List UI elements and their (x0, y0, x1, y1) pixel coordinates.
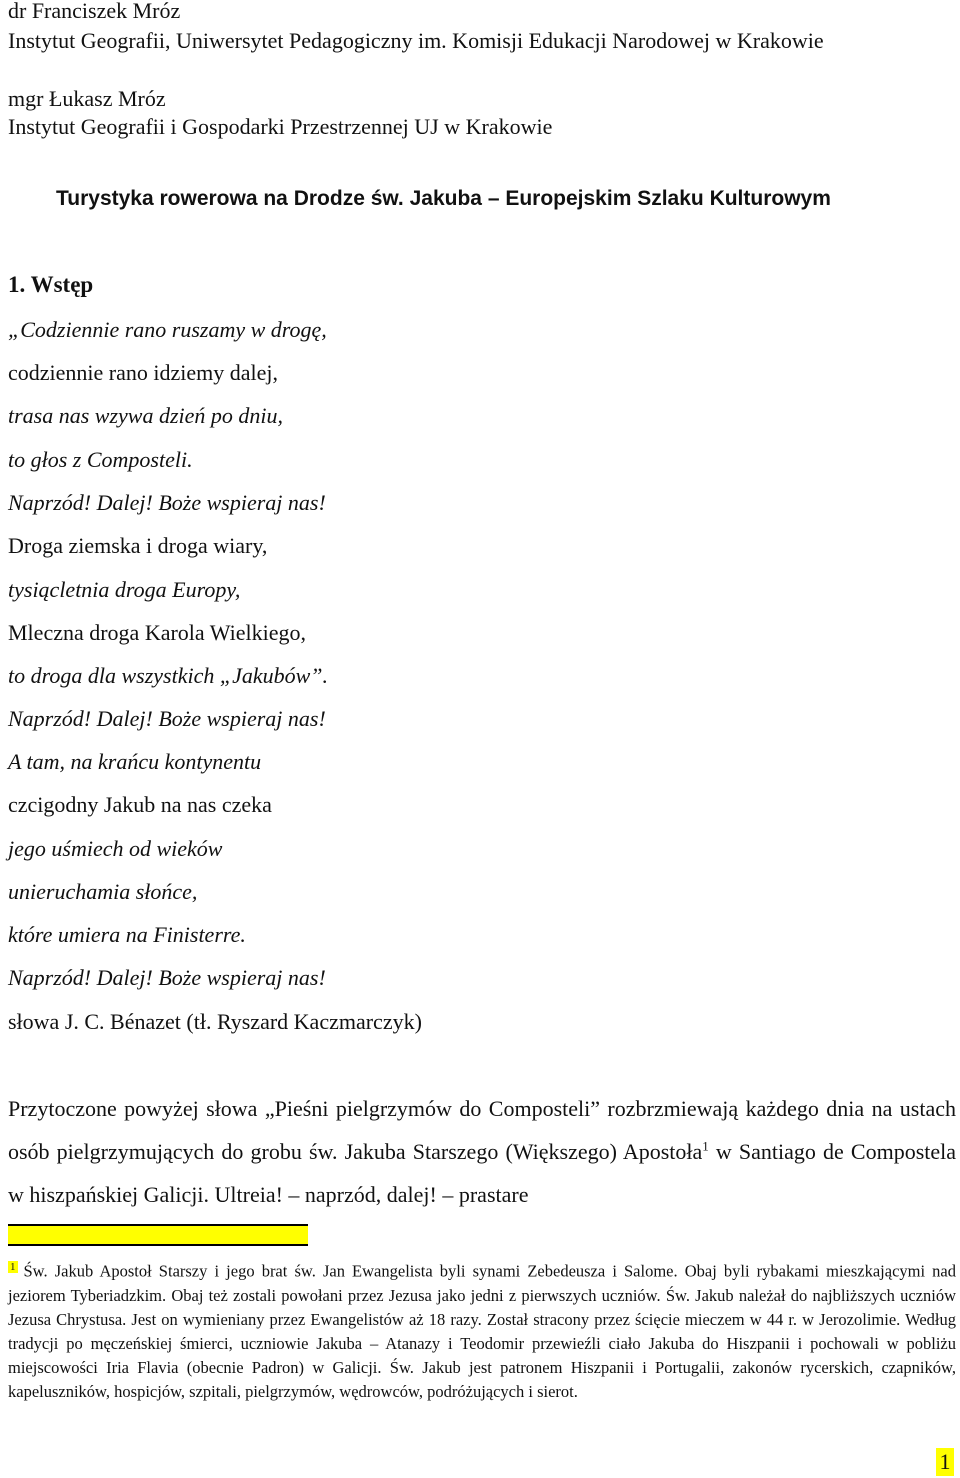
section-heading: 1. Wstęp (8, 272, 94, 297)
footnote-reference[interactable]: 1 (702, 1138, 709, 1154)
page-number: 1 (936, 1448, 954, 1476)
poem-line: to droga dla wszystkich „Jakubów”. (8, 663, 329, 688)
poem-line: czcigodny Jakub na nas czeka (8, 792, 272, 817)
poem-refrain: Naprzód! Dalej! Boże wspieraj nas! (8, 490, 326, 515)
poem-attribution: słowa J. C. Bénazet (tł. Ryszard Kaczmarczyk) (8, 1009, 422, 1034)
footnote-separator (8, 1224, 308, 1246)
document-title: Turystyka rowerowa na Drodze św. Jakuba – Europejskim Szlaku Kulturowym (56, 187, 831, 210)
poem-line: to głos z Composteli. (8, 447, 193, 472)
author-2-affiliation: Instytut Geografii i Gospodarki Przestrzennej UJ w Krakowie (8, 114, 553, 139)
poem-line: trasa nas wzywa dzień po dniu, (8, 403, 284, 428)
footnote-number: 1 (10, 1261, 16, 1273)
body-paragraph (8, 1087, 956, 1216)
poem-line: unieruchamia słońce, (8, 879, 198, 904)
paragraph-text: w Santiago de Compostela w hiszpańskiej Galicji. Ultreia! – naprzód, dalej! – prastare (8, 1139, 957, 1207)
poem-line: jego uśmiech od wieków (8, 836, 223, 861)
paragraph-text: Przytoczone powyżej słowa „Pieśni pielgrzymów do Composteli” rozbrzmiewają każdego dnia na ustach osób pielgrzymujących do grobu św. Jakuba Starszego (Większego) Apostoła (8, 1096, 956, 1164)
poem-line: które umiera na Finisterre. (8, 922, 246, 947)
poem-line: A tam, na krańcu kontynentu (8, 749, 262, 774)
poem-line: Mleczna droga Karola Wielkiego, (8, 620, 307, 645)
poem-line: tysiącletnia droga Europy, (8, 577, 241, 602)
poem-line: „Codziennie rano ruszamy w drogę, (8, 317, 327, 342)
footnote-text: Św. Jakub Apostoł Starszy i jego brat św. Jan Ewangelista byli synami Zebedeusza i Salome. Obaj byli rybakami mieszkającymi nad jeziorem Tyberiadzkim. Obaj też zostali powołani przez Jezusa jako jedni z pierwszych uczniów. Św. Jakub należał do najbliższych uczniów Jezusa Chrystusa. Jest on wymieniany przez Ewangelistów aż 18 razy. Został stracony przez ścięcie mieczem w 44 r. w Jerozolimie. Według tradycji po męczeńskiej śmierci, uczniowie Jakuba – Atanazy i Teodomir przewieźli ciało Jakuba do Hiszpanii i pochowali w pobliżu miejscowości Iria Flavia (obecnie Padron) w Galicji. Św. Jakub jest patronem Hiszpanii i Portugalii, zakonów rycerskich, czapników, kapeluszników, hospicjów, szpitali, pielgrzymów, wędrowców, podróżujących i sierot. (8, 1261, 956, 1401)
poem-refrain: Naprzód! Dalej! Boże wspieraj nas! (8, 965, 326, 990)
poem-line: Droga ziemska i droga wiary, (8, 533, 268, 558)
poem-line: codziennie rano idziemy dalej, (8, 360, 278, 385)
author-1-name: dr Franciszek Mróz (8, 0, 181, 23)
author-2-name: mgr Łukasz Mróz (8, 86, 166, 111)
footnote (8, 1255, 956, 1404)
author-1-affiliation: Instytut Geografii, Uniwersytet Pedagogiczny im. Komisji Edukacji Narodowej w Krakowie (8, 28, 824, 53)
poem-refrain: Naprzód! Dalej! Boże wspieraj nas! (8, 706, 326, 731)
